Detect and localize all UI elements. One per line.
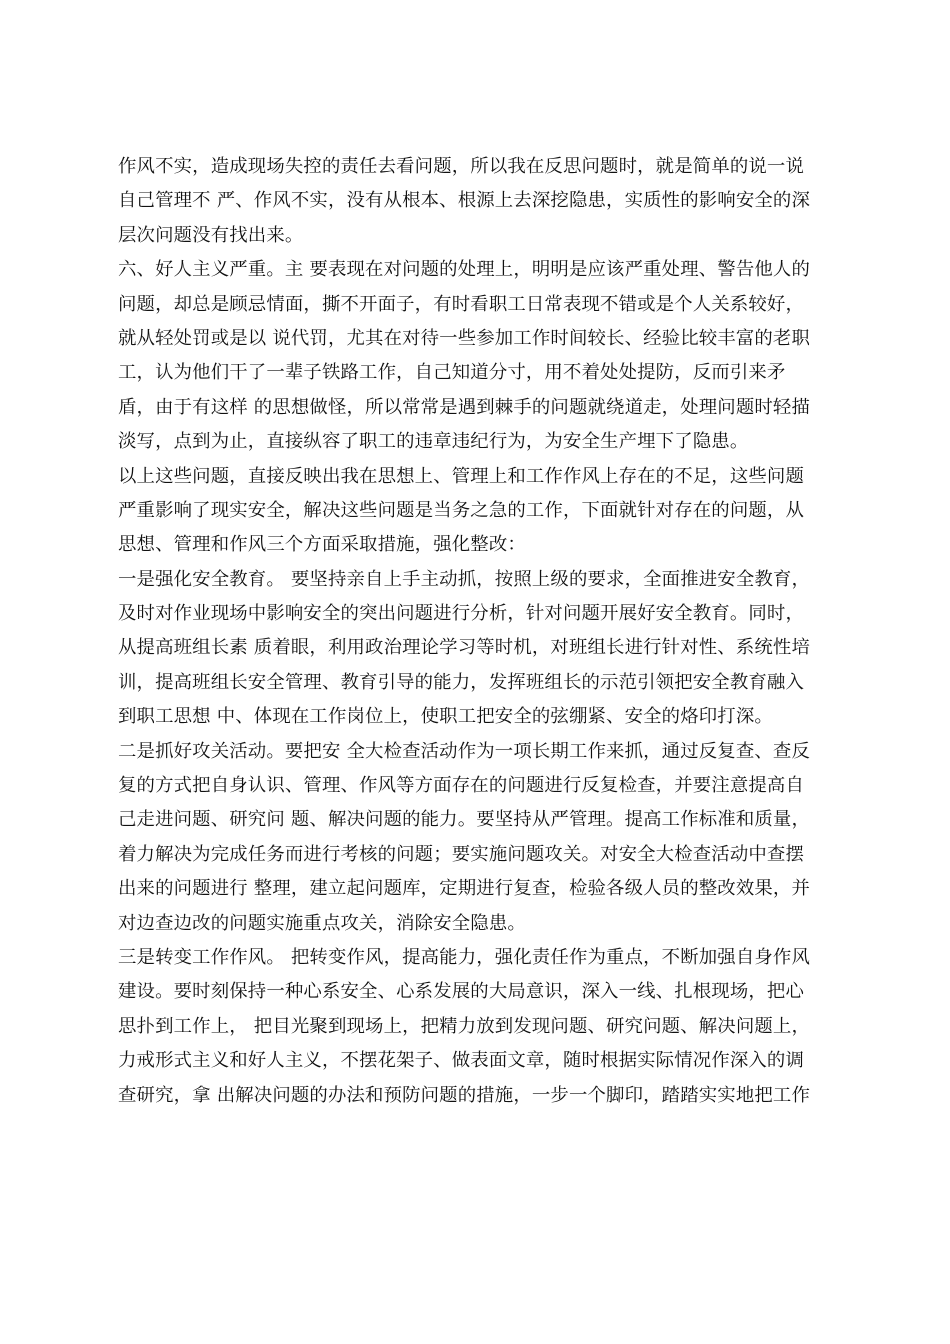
text-line: 力戒形式主义和好人主义，不摆花架子、做表面文章，随时根据实际情况作深入的调 [118,1050,805,1072]
text-line: 到职工思想 中、体现在工作岗位上，使职工把安全的弦绷紧、安全的烙印打深。 [118,706,773,728]
text-line: 问题，却总是顾忌情面，撕不开面子，有时看职工日常表现不错或是个人关系较好， [118,293,805,315]
text-line: 层次问题没有找出来。 [118,224,304,246]
text-line: 三是转变工作作风。 把转变作风，提高能力，强化责任作为重点，不断加强自身作风 [118,946,810,968]
text-line: 二是抓好攻关活动。要把安 全大检查活动作为一项长期工作来抓，通过反复查、查反 [118,740,810,762]
text-line: 从提高班组长素 质着眼，利用政治理论学习等时机，对班组长进行针对性、系统性培 [118,637,810,659]
text-line: 盾，由于有这样 的思想做怪，所以常常是遇到棘手的问题就绕道走，处理问题时轻描 [118,396,810,418]
text-line: 复的方式把自身认识、管理、作风等方面存在的问题进行反复检查，并要注意提高自 [118,775,805,797]
text-line: 己走进问题、研究问 题、解决问题的能力。要坚持从严管理。提高工作标准和质量， [118,809,810,831]
text-line: 自己管理不 严、作风不实，没有从根本、根源上去深挖隐患，实质性的影响安全的深 [118,190,810,212]
text-line: 淡写，点到为止，直接纵容了职工的违章违纪行为，为安全生产埋下了隐患。 [118,431,749,453]
text-line: 查研究，拿 出解决问题的办法和预防问题的措施，一步一个脚印，踏踏实实地把工作 [118,1084,810,1106]
text-line: 思想、管理和作风三个方面采取措施，强化整改： [118,534,526,556]
text-line: 六、好人主义严重。主 要表现在对问题的处理上，明明是应该严重处理、警告他人的 [118,259,810,281]
text-line: 训，提高班组长安全管理、教育引导的能力，发挥班组长的示范引领把安全教育融入 [118,671,805,693]
document-body [118,150,838,1113]
text-line: 工，认为他们干了一辈子铁路工作，自己知道分寸，用不着处处提防，反而引来矛 [118,362,786,384]
text-line: 对边查边改的问题实施重点攻关，消除安全隐患。 [118,912,526,934]
text-line: 着力解决为完成任务而进行考核的问题；要实施问题攻关。对安全大检查活动中查摆 [118,843,805,865]
text-line: 出来的问题进行 整理，建立起问题库，定期进行复查，检验各级人员的整改效果，并 [118,878,810,900]
text-line: 思扑到工作上， 把目光聚到现场上，把精力放到发现问题、研究问题、解决问题上， [118,1015,810,1037]
text-line: 一是强化安全教育。 要坚持亲自上手主动抓，按照上级的要求，全面推进安全教育， [118,568,810,590]
text-line: 作风不实，造成现场失控的责任去看问题，所以我在反思问题时，就是简单的说一说 [118,156,805,177]
text-line: 建设。要时刻保持一种心系安全、心系发展的大局意识，深入一线、扎根现场，把心 [118,981,805,1003]
text-line: 以上这些问题，直接反映出我在思想上、管理上和工作作风上存在的不足，这些问题 [118,465,805,487]
text-line: 及时对作业现场中影响安全的突出问题进行分析，针对问题开展好安全教育。同时， [118,603,805,625]
text-line: 就从轻处罚或是以 说代罚，尤其在对待一些参加工作时间较长、经验比较丰富的老职 [118,327,810,349]
text-line: 严重影响了现实安全，解决这些问题是当务之急的工作，下面就针对存在的问题，从 [118,499,805,521]
